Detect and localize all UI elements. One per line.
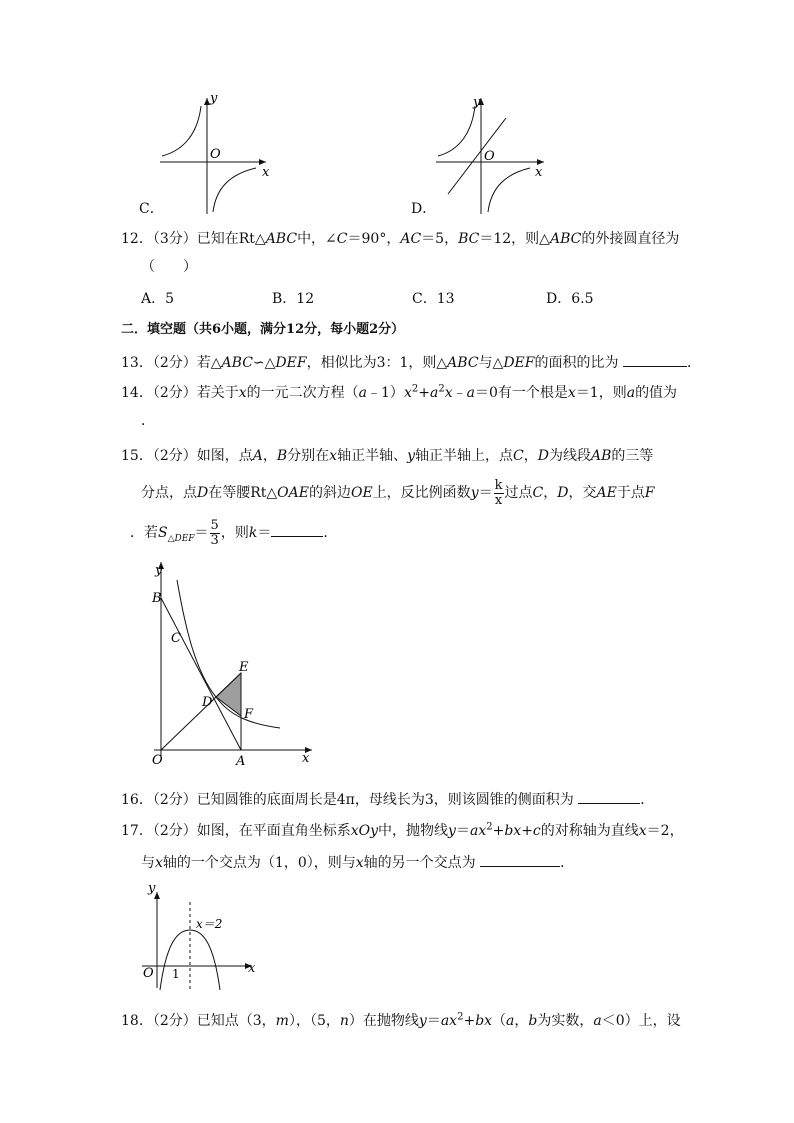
fraction-denominator: x bbox=[494, 492, 503, 508]
q17-fig-x-label: x bbox=[248, 961, 256, 976]
q15-answer-blank[interactable] bbox=[271, 522, 323, 537]
q17-text: 轴的另一个交点为 bbox=[363, 855, 476, 871]
q12-var: ABC bbox=[549, 231, 582, 247]
q15-fig-origin: O bbox=[152, 753, 163, 768]
q17-fig-origin: O bbox=[143, 966, 154, 981]
q17-fig-tick-1: 1 bbox=[172, 967, 180, 981]
q15-fig-y-label: y bbox=[155, 563, 163, 578]
q14-score: （2分） bbox=[152, 385, 197, 401]
q17-answer-blank[interactable] bbox=[480, 852, 560, 867]
q14-text: ＝0有一个根是 bbox=[474, 385, 568, 401]
q18-sup: 2 bbox=[457, 1011, 464, 1023]
q15-fig-point-e: E bbox=[239, 660, 249, 675]
q13-var: ABC bbox=[221, 355, 253, 371]
q14-var: x bbox=[444, 385, 453, 401]
q16-answer-blank[interactable] bbox=[578, 789, 640, 804]
q15-text: 上，反比例函数 bbox=[372, 485, 471, 501]
q12-text: 已知在Rt△ bbox=[196, 231, 266, 247]
q15-var: B bbox=[276, 448, 288, 464]
question-15-line2 bbox=[141, 476, 655, 510]
q15-text: 的斜边 bbox=[308, 485, 351, 501]
q17-var: ax bbox=[469, 823, 487, 839]
q16-end: ． bbox=[640, 792, 655, 808]
q15-text: 轴正半轴上，点 bbox=[415, 448, 513, 464]
q13-text: ∽△ bbox=[252, 355, 276, 371]
graph-d-x-label: x bbox=[535, 165, 543, 180]
q15-text: 于点 bbox=[616, 485, 645, 501]
q15-text: 过点 bbox=[504, 485, 533, 501]
q18-score: （2分） bbox=[152, 1013, 197, 1029]
q17-text: 中，抛物线 bbox=[378, 823, 449, 839]
q18-var: a bbox=[593, 1013, 602, 1029]
q18-number: 18． bbox=[121, 1013, 153, 1029]
q18-text: ），（5， bbox=[288, 1013, 340, 1029]
q15-figure bbox=[140, 556, 330, 768]
q15-fig-point-f: F bbox=[244, 707, 254, 722]
q12-var: AC bbox=[400, 231, 422, 247]
q17-text: 与 bbox=[141, 855, 155, 871]
q15-var: OAE bbox=[277, 485, 309, 501]
q15-text: 的三等 bbox=[611, 448, 654, 464]
q14-number: 14． bbox=[121, 385, 153, 401]
q15-var: D bbox=[557, 485, 569, 501]
q18-var: b bbox=[528, 1013, 538, 1029]
q14-var: a bbox=[358, 385, 368, 401]
question-17-line1 bbox=[121, 821, 684, 841]
q17-var: x bbox=[355, 855, 364, 871]
q15-fig-point-d: D bbox=[202, 695, 213, 710]
q15-text: 分别在 bbox=[287, 448, 330, 464]
q15-number: 15． bbox=[121, 448, 153, 464]
q13-answer-blank[interactable] bbox=[623, 352, 687, 367]
q13-text: ，相似比为3：1，则△ bbox=[306, 355, 448, 371]
q18-var: ax bbox=[440, 1013, 458, 1029]
q15-text: ＝ bbox=[257, 525, 272, 541]
q17-var: c bbox=[532, 823, 541, 839]
q15-var: C bbox=[532, 485, 544, 501]
q14-var: x bbox=[567, 385, 576, 401]
q13-number: 13． bbox=[121, 355, 153, 371]
q12-text: ＝90°， bbox=[347, 231, 401, 247]
q14-var: a bbox=[429, 385, 439, 401]
q15-text: ＝ bbox=[478, 485, 493, 501]
q17-text: + bbox=[521, 823, 533, 839]
q15-text: 为线段 bbox=[548, 448, 591, 464]
q14-text: ＝1，则 bbox=[575, 385, 627, 401]
q17-var: xOy bbox=[350, 823, 379, 839]
option-d-label: D． bbox=[411, 201, 437, 217]
question-12 bbox=[121, 229, 679, 249]
q14-var: a bbox=[626, 385, 636, 401]
q12-score: （3分） bbox=[152, 231, 197, 247]
q17-number: 17． bbox=[121, 823, 153, 839]
q17-text: ＝2， bbox=[646, 823, 684, 839]
q18-var: bx bbox=[475, 1013, 493, 1029]
q17-text: 如图，在平面直角坐标系 bbox=[196, 823, 351, 839]
q14-text: 的一元二次方程（ bbox=[246, 385, 359, 401]
q14-var: a bbox=[466, 385, 475, 401]
q15-var: y bbox=[470, 485, 479, 501]
q15-fig-point-c: C bbox=[171, 631, 181, 646]
q15-var: S bbox=[158, 525, 168, 541]
q12-text: 的外接圆直径为 bbox=[581, 231, 680, 247]
q18-var: y bbox=[418, 1013, 427, 1029]
q15-var: AB bbox=[590, 448, 612, 464]
q17-end: ． bbox=[560, 855, 575, 871]
q16-number: 16． bbox=[121, 792, 153, 808]
q13-var: DEF bbox=[503, 355, 535, 371]
option-c-label: C． bbox=[139, 201, 164, 217]
q17-var: x bbox=[155, 855, 163, 871]
q15-var: D bbox=[197, 485, 209, 501]
q12-answer-paren: （ ） bbox=[141, 259, 197, 275]
q15-var: A bbox=[252, 448, 263, 464]
q14-text: 的值为 bbox=[635, 385, 678, 401]
q12-text: ＝12，则△ bbox=[479, 231, 550, 247]
q18-text: ＜0）上，设 bbox=[601, 1013, 681, 1029]
q15-var: OE bbox=[350, 485, 373, 501]
q13-score: （2分） bbox=[152, 355, 197, 371]
q14-text: ﹣ bbox=[452, 385, 467, 401]
question-18 bbox=[121, 1011, 681, 1031]
q15-text: ． bbox=[323, 525, 338, 541]
q15-figure-svg bbox=[140, 556, 330, 768]
q12-text: 中，∠ bbox=[297, 231, 337, 247]
q15-text: 分点，点 bbox=[141, 485, 197, 501]
question-15-line3 bbox=[130, 516, 337, 550]
q12-var: BC bbox=[458, 231, 480, 247]
q15-fig-x-label: x bbox=[302, 751, 310, 766]
q17-var: bx bbox=[504, 823, 522, 839]
question-16 bbox=[121, 789, 654, 810]
q13-text: 的面积的比为 bbox=[534, 355, 619, 371]
q12-option-a: A．5 bbox=[141, 291, 175, 307]
graph-c-origin: O bbox=[210, 147, 221, 162]
q15-var: D bbox=[537, 448, 549, 464]
q18-text: ）在抛物线 bbox=[348, 1013, 419, 1029]
graph-c-y-label: y bbox=[210, 91, 218, 106]
q15-subscript: △DEF bbox=[167, 533, 195, 544]
q18-var: m bbox=[275, 1013, 289, 1029]
q16-score: （2分） bbox=[152, 792, 197, 808]
q13-var: ABC bbox=[447, 355, 479, 371]
q18-text: （ bbox=[492, 1013, 507, 1029]
q15-text: 如图，点 bbox=[196, 448, 253, 464]
q15-fig-point-b: B bbox=[152, 591, 162, 606]
q18-var: a bbox=[506, 1013, 515, 1029]
q14-sup: 2 bbox=[438, 383, 445, 395]
q14-text: ﹣1） bbox=[367, 385, 404, 401]
q15-text: ， bbox=[523, 448, 538, 464]
q13-text: 若△ bbox=[196, 355, 222, 371]
q14-text: + bbox=[418, 385, 430, 401]
q18-text: 已知点（3， bbox=[196, 1013, 276, 1029]
q15-text: ， bbox=[262, 448, 277, 464]
q18-text: ， bbox=[514, 1013, 529, 1029]
q17-var: x bbox=[638, 823, 647, 839]
graph-c-x-label: x bbox=[262, 165, 270, 180]
q17-score: （2分） bbox=[152, 823, 197, 839]
q17-var: y bbox=[448, 823, 456, 839]
q17-text: ＝ bbox=[455, 823, 470, 839]
q17-fig-axis-of-symmetry-label: x＝2 bbox=[196, 917, 223, 931]
q15-text: ，则 bbox=[220, 525, 249, 541]
q15-var: x bbox=[329, 448, 338, 464]
q17-text: + bbox=[492, 823, 505, 839]
q14-var: x bbox=[238, 385, 247, 401]
q15-var: k bbox=[248, 525, 258, 541]
q14-sup: 2 bbox=[411, 383, 419, 395]
q15-text: 轴正半轴、 bbox=[337, 448, 408, 464]
q17-figure bbox=[134, 876, 264, 996]
question-15-line1 bbox=[121, 446, 653, 466]
q12-text: ＝5， bbox=[421, 231, 459, 247]
q17-figure-svg bbox=[134, 876, 264, 996]
q18-text: + bbox=[463, 1013, 476, 1029]
q12-option-d: D．6.5 bbox=[546, 291, 594, 307]
fraction-numerator: k bbox=[494, 477, 503, 493]
q15-fig-point-a: A bbox=[236, 754, 246, 768]
q15-fraction-5-over-3 bbox=[210, 519, 220, 548]
q12-option-c: C．13 bbox=[412, 291, 455, 307]
q14-end: ． bbox=[141, 413, 155, 429]
q12-var: ABC bbox=[265, 231, 298, 247]
q17-sup: 2 bbox=[486, 821, 493, 833]
q12-number: 12． bbox=[121, 231, 153, 247]
question-13 bbox=[121, 352, 701, 373]
question-17-line2 bbox=[141, 852, 574, 873]
q12-option-b: B．12 bbox=[272, 291, 315, 307]
q18-var: n bbox=[339, 1013, 349, 1029]
q15-text: 在等腰Rt△ bbox=[208, 485, 278, 501]
q15-text: ＝ bbox=[194, 525, 209, 541]
graph-d-y-label: y bbox=[473, 95, 481, 110]
q18-text: ＝ bbox=[426, 1013, 441, 1029]
q14-var: x bbox=[403, 385, 412, 401]
graph-d-origin: O bbox=[484, 149, 495, 164]
q17-fig-y-label: y bbox=[148, 881, 156, 896]
q13-text: 与△ bbox=[478, 355, 504, 371]
q15-var: F bbox=[644, 485, 655, 501]
section-heading: 二．填空题（共6小题，满分12分，每小题2分） bbox=[121, 322, 405, 337]
question-14 bbox=[121, 383, 677, 403]
q17-text: 轴的一个交点为（1，0），则与 bbox=[162, 855, 356, 871]
q17-text: 的对称轴为直线 bbox=[540, 823, 639, 839]
q15-text: ，交 bbox=[568, 485, 597, 501]
q15-score: （2分） bbox=[152, 448, 197, 464]
fraction-numerator: 5 bbox=[210, 517, 219, 533]
q15-var: AE bbox=[596, 485, 617, 501]
q16-text: 已知圆锥的底面周长是4π，母线长为3，则该圆锥的侧面积为 bbox=[196, 792, 574, 808]
q12-var: C bbox=[336, 231, 348, 247]
q15-var: C bbox=[513, 448, 524, 464]
q18-text: 为实数， bbox=[537, 1013, 594, 1029]
q15-var: y bbox=[407, 448, 415, 464]
fraction-denominator: 3 bbox=[210, 532, 219, 548]
q15-text: ．若 bbox=[130, 525, 158, 541]
q13-end: ． bbox=[686, 355, 701, 371]
q15-text: ， bbox=[543, 485, 558, 501]
q13-var: DEF bbox=[275, 355, 307, 371]
q15-fraction-k-over-x bbox=[494, 479, 504, 508]
q14-text: 若关于 bbox=[196, 385, 239, 401]
